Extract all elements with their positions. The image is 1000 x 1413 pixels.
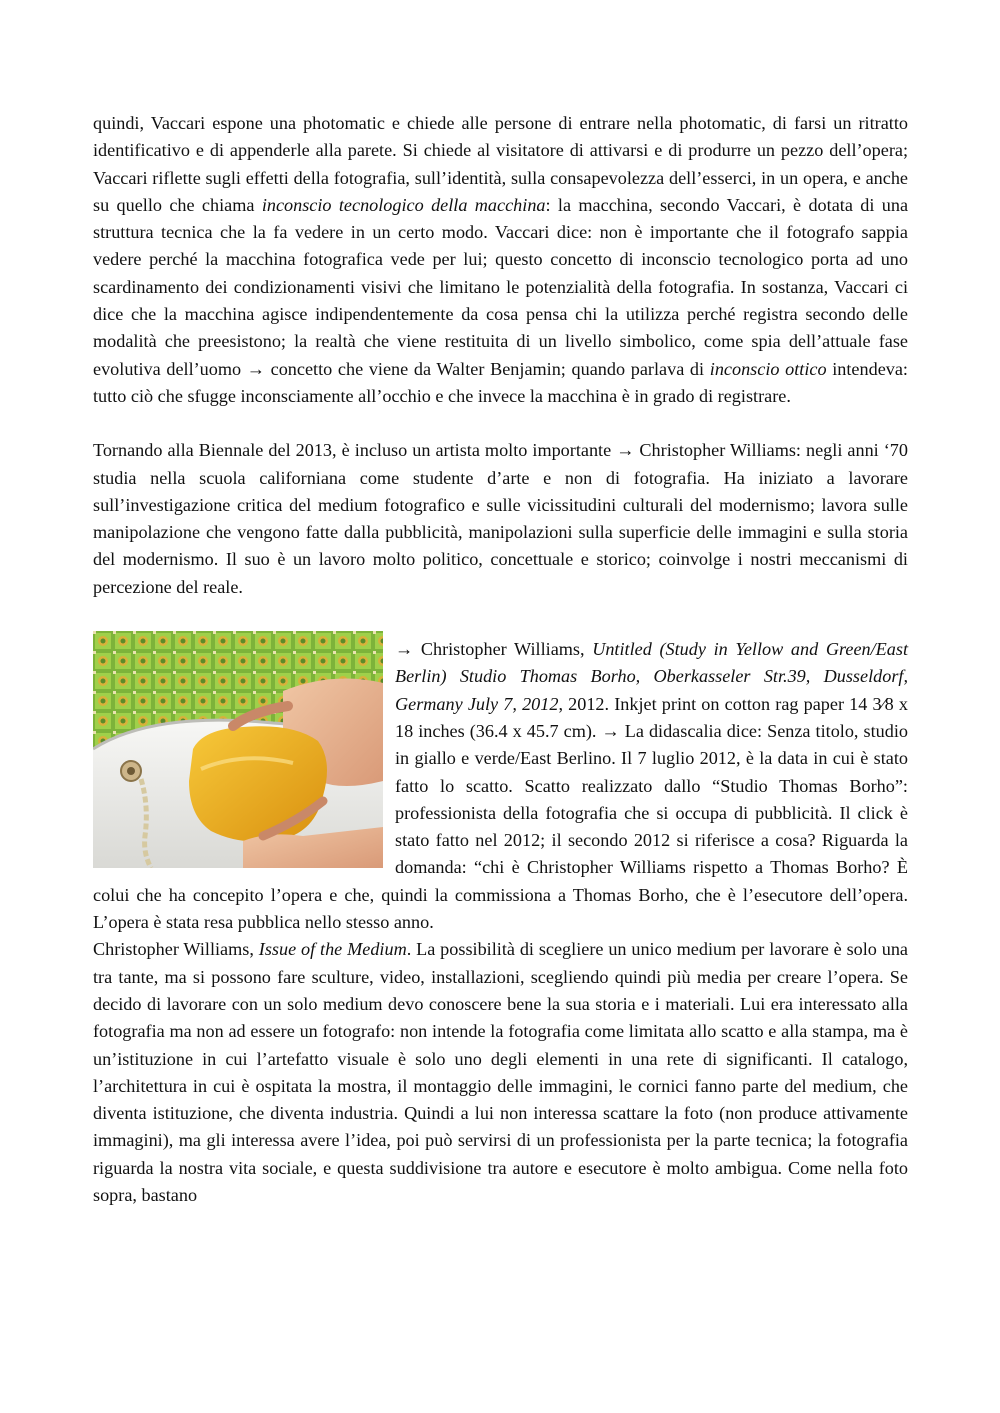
artwork-photo (93, 631, 383, 868)
text-run: intendeva: tutto ciò che sfugge inconsciamente all’occhio e che invece la macchina è in grado di registrare. (93, 358, 908, 406)
document-page (93, 110, 908, 1209)
italic-title: Untitled (Study in Yellow and Green/East Berlin) Studio Thomas Borho, Oberkasseler Str.39, Dusseldorf, Germany July 7, 2012 (395, 639, 908, 714)
paragraph-vaccari (93, 110, 908, 410)
italic-title: inconscio ottico (709, 358, 827, 379)
text-run: . La possibilità di scegliere un unico medium per lavorare è solo una tra tante, ma si possono fare sculture, video, installazioni, scegliendo quindi più media per creare l’opera. Se decido di lavorare con un solo medium devo conoscere bene la sua storia e i materiali. Lui era interessato alla fotografia ma non ad essere un fotografo: non intende la fotografia come limitata allo scatto e alla stampa, ma è un’istituzione in cui l’artefatto visuale è solo uno degli elementi in una rete di significanti. Il catalogo, l’architettura in cui è ospitata la mostra, il montaggio delle immagini, le cornici fanno parte del medium, che diventa istituzione, che diventa industria. Quindi a lui non interessa scattare la foto (non produce attivamente immagini), ma gli interessa avere l’idea, poi può servirsi di un professionista per la parte tecnica; la fotografia riguarda la nostra vita sociale, e questa suddivisione tra autore e esecutore è molto ambigua. Come nella foto sopra, bastano (93, 939, 909, 1205)
paragraph-gap (93, 601, 908, 628)
paragraph-gap (93, 410, 908, 437)
text-run: Christopher Williams, (93, 939, 259, 960)
text-run: → Christopher Williams, (395, 639, 593, 660)
text-run: : la macchina, secondo Vaccari, è dotata di una struttura tecnica che la fa vedere in un certo modo. Vaccari dice: non è importante che il fotografo sappia vedere perché la macchina fotografica vede per lui; questo concetto di inconscio tecnologico porta ad uno scardinamento dei condizionamenti visivi che limitano le potenzialità della fotografia. In sostanza, Vaccari ci dice che la macchina agisce indipendentemente da cosa pensa chi la utilizza perché registra secondo delle modalità che preesistono; la realtà che viene restituita di un livello simbolico, come spia dell’attuale fase evolutiva dell’uomo → concetto che viene da Walter Benjamin; quando parlava di (93, 194, 909, 379)
text-run: , 2012. Inkjet print on cotton rag paper 14 3⁄8 x 18 inches (36.4 x 45.7 cm). → La didascalia dice: Senza titolo, studio in giallo e verde/East Berlino. Il 7 luglio 2012, è la data in cui è stato fatto lo scatto. Scatto realizzato dallo “Studio Thomas Borho”: professionista della fotografia che si occupa di pubblicità. Il click è stato fatto nel 2012; il secondo 2012 si riferisce a cosa? Riguarda la domanda: “chi è Christopher Williams rispetto a Thomas Borho? È colui che ha concepito l’opera e che, quindi la commissiona a Thomas Borho, che è l’esecutore dell’opera. L’opera è stata resa pubblica nello stesso anno. (93, 693, 908, 933)
text-run: quindi, Vaccari espone una photomatic e chiede alle persone di entrare nella photomatic, di farsi un ritratto identificativo e di appenderle alla parete. Si chiede al visitatore di attivarsi e di produrre un pezzo dell’opera; Vaccari riflette sugli effetti della fotografia, sull’identità, sulla consapevolezza dell’esserci, in un opera, e anche su quello che chiama (93, 113, 908, 215)
italic-title: Issue of the Medium (258, 939, 407, 960)
italic-title: inconscio tecnologico della macchina (261, 194, 546, 215)
paragraph-issue-of-medium (93, 936, 908, 1209)
text-run: Tornando alla Biennale del 2013, è incluso un artista molto importante → Christopher Williams: negli anni ‘70 studia nella scuola californiana come studente d’arte e non di fotografia. Ha iniziato a lavorare sull’investigazione critica del medium fotografico e sulle vicissitudini culturali del modernismo; lavora sulle manipolazione che vengono fatte dalla pubblicità, manipolazioni sulla superficie delle immagini e sulla storia del modernismo. Il suo è un lavoro molto politico, concettuale e storico; coinvolge i nostri meccanismi di percezione del reale. (93, 440, 908, 597)
paragraph-biennale (93, 437, 908, 601)
